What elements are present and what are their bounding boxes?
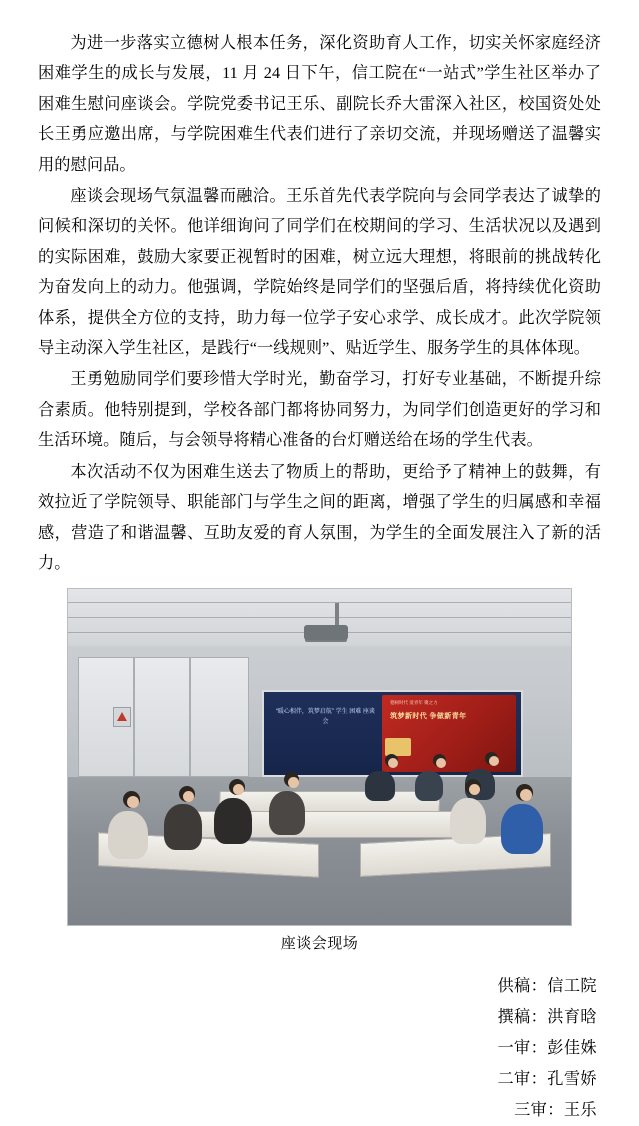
photo-window — [78, 657, 249, 778]
screen-banner-subtitle: 德树时代 爱青年 聚之力 — [390, 700, 438, 706]
signoff-line-first-review: 一审：彭佳姝 — [497, 1039, 597, 1058]
photo-person — [450, 798, 486, 844]
photo-person-face — [388, 758, 398, 768]
photo-person-face — [520, 789, 532, 801]
screen-emblem-icon — [385, 738, 411, 756]
figure — [38, 588, 601, 955]
photo-person-face — [489, 756, 499, 766]
paragraph-3: 王勇勉励同学们要珍惜大学时光，勤奋学习，打好专业基础，不断提升综合素质。他特别提到，学校各部门都将协同努力，为同学们创造更好的学习和生活环境。随后，与会领导将精心准备的台灯赠送给在场的学生代表。 — [38, 370, 601, 450]
signoff-block — [38, 971, 601, 1126]
signoff-line-writer: 撰稿：洪育晗 — [497, 1008, 597, 1027]
projector-mount — [335, 603, 339, 627]
photo-person — [269, 791, 305, 835]
photo-person — [501, 804, 543, 854]
photo-person — [164, 804, 202, 850]
photo-person — [214, 798, 252, 844]
wall-sign-icon — [113, 707, 131, 727]
photo-person-face — [436, 758, 446, 768]
screen-banner-title: 筑梦新时代 争做新青年 — [390, 713, 467, 721]
photo-person-face — [183, 791, 194, 802]
screen-left-text: “暖心相伴，筑梦启航” 学生 困难 座谈会 — [275, 709, 375, 726]
signoff-line-second-review: 二审：孔雪娇 — [497, 1070, 597, 1089]
photo-person — [365, 771, 395, 801]
paragraph-2: 座谈会现场气氛温馨而融洽。王乐首先代表学院向与会同学表达了诚挚的问候和深切的关怀。他详细询问了同学们在校期间的学习、生活状况以及遇到的实际困难，鼓励大家要正视暂时的困难，树立远大理想，将眼前的挑战转化为奋发向上的动力。他强调，学院始终是同学们的坚强后盾，将持续优化资助体系，提供全方位的支持，助力每一位学子安心求学、成长成才。此次学院领导主动深入学生社区，是践行“一线规则”、贴近学生、服务学生的具体体现。 — [38, 187, 601, 358]
paragraph-1: 为进一步落实立德树人根本任务，深化资助育人工作，切实关怀家庭经济困难学生的成长与发展，11 月 24 日下午，信工院在“一站式”学生社区举办了困难生慰问座谈会。学院党委书记王乐、副院长乔大雷深入社区，校国资处处长王勇应邀出席，与学院困难生代表们进行了亲切交流，并现场赠送了温馨实用的慰问品。 — [38, 34, 601, 174]
photo-person — [108, 811, 148, 859]
signoff-line-contributor: 供稿：信工院 — [497, 977, 597, 996]
figure-caption: 座谈会现场 — [280, 936, 359, 953]
projector-icon — [304, 625, 348, 640]
meeting-photo — [67, 588, 572, 926]
paragraph-4: 本次活动不仅为困难生送去了物质上的帮助，更给予了精神上的鼓舞，有效拉近了学院领导、职能部门与学生之间的距离，增强了学生的归属感和幸福感，营造了和谐温馨、互助友爱的育人氛围，为学生的全面发展注入了新的活力。 — [38, 462, 601, 572]
signoff-line-third-review: 三审：王乐 — [514, 1101, 597, 1120]
photo-person — [415, 771, 443, 801]
article-body — [38, 28, 601, 578]
